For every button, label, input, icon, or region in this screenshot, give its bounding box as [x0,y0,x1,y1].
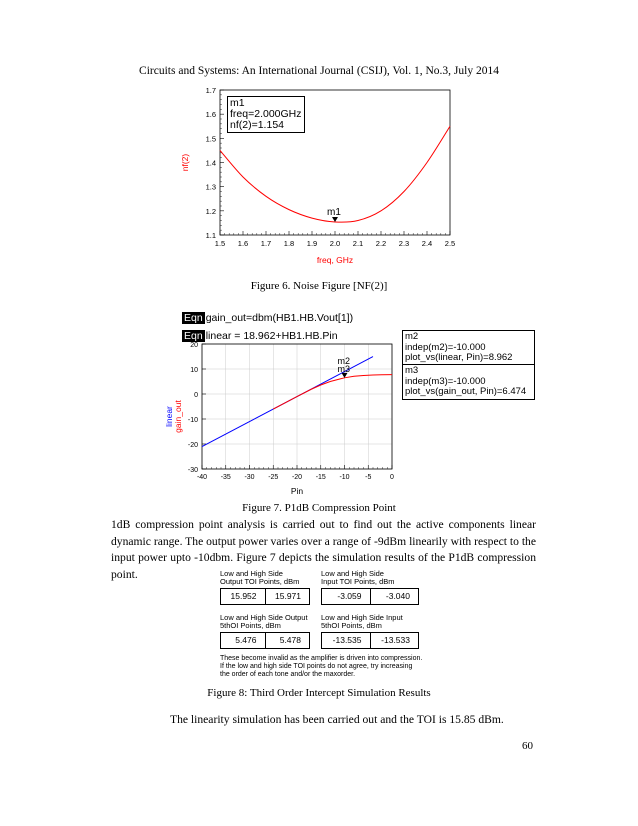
marker-readout-line: m2 [405,331,419,342]
marker-m3-label: m3 [337,363,351,374]
y-tick-label: 1.2 [205,206,216,216]
y-tick-label: -10 [187,417,198,424]
table-label: Output TOI Points, dBm [220,577,300,586]
table-label: Low and High Side [220,569,283,578]
table-label: Input TOI Points, dBm [321,577,395,586]
gain-out-series-line [273,375,392,409]
body-paragraph-2: The linearity simulation has been carried out and the TOI is 15.85 dBm. [170,713,504,726]
marker-m3-readout [402,364,535,400]
y-tick-label: 1.4 [205,158,216,168]
eqn-tag: Eqn [184,312,203,324]
table-cell: 15.952 [221,589,266,604]
x-tick-label: 1.9 [306,239,318,248]
x-tick-label: -25 [268,474,279,481]
x-tick-label: 2.0 [329,239,341,248]
y-axis-label: nf(2) [180,153,190,172]
input-toi-table [321,570,419,605]
x-tick-label: -10 [339,474,350,481]
marker-readout-line: plot_vs(gain_out, Pin)=6.474 [405,386,527,397]
marker-readout-line: plot_vs(linear, Pin)=8.962 [405,352,513,363]
figure-6-caption: Figure 6. Noise Figure [NF(2)] [250,280,388,292]
note-line: These become invalid as the amplifier is driven into compression. [220,655,423,662]
noise-figure-chart [170,80,470,275]
p1db-compression-chart [160,338,410,500]
output-5thoi-table [220,614,310,649]
marker-m1-label: m1 [327,206,341,218]
body-paragraph-1: 1dB compression point analysis is carried out to find out the active components linear dynamic range. The output power varies over a range of -9dBm linearily with respect to the input power upto -10dbm. Figure 7 depicts the simulation results of the P1dB compression point. [111,518,536,581]
y-tick-label: 1.3 [205,182,216,192]
x-tick-label: 1.6 [237,239,249,248]
marker-readout-line: freq=2.000GHz [230,108,302,120]
table-label: 5thOI Points, dBm [321,621,382,630]
y-tick-label: 20 [190,342,198,349]
marker-readout-line: nf(2)=1.154 [230,119,284,131]
marker-readout-line: indep(m3)=-10.000 [405,375,486,387]
input-5thoi-table [321,614,419,649]
x-tick-label: 1.5 [214,239,226,248]
x-tick-label: -5 [365,474,372,481]
x-tick-label: -20 [291,474,303,481]
x-tick-label: 1.8 [283,239,295,248]
y-tick-label: 10 [190,367,198,374]
eqn-tag: Eqn [184,330,203,342]
y-tick-label: 1.1 [205,231,216,240]
equation-text: linear = 18.962+HB1.HB.Pin [205,330,338,342]
table-cell: -13.535 [322,633,371,648]
equation-gain-out [182,312,353,324]
note-line: the order of each tone and/or the maxorder. [220,671,356,678]
y-tick-label: 1.5 [205,134,216,144]
table-cell: 5.478 [279,635,301,645]
marker-m1-readout [227,96,305,133]
journal-header: Circuits and Systems: An International Journal (CSIJ), Vol. 1, No.3, July 2014 [139,65,499,77]
table-cell: 15.971 [275,591,301,601]
table-label: Low and High Side [321,569,384,578]
marker-readout-line: m3 [405,365,419,376]
table-label: 5thOI Points, dBm [220,621,281,630]
x-tick-label: -35 [220,474,231,481]
output-toi-table [220,570,310,605]
table-cell: -13.533 [381,635,410,645]
page-number: 60 [522,740,533,752]
x-tick-label: 1.7 [260,239,272,248]
marker-readout-line: m1 [230,97,245,109]
x-tick-label: 0 [390,474,394,481]
equation-text: gain_out=dbm(HB1.HB.Vout[1]) [205,312,354,324]
marker-m2-label: m2 [337,355,351,366]
x-tick-label: 2.1 [352,239,364,248]
y-tick-label: -20 [187,442,198,449]
x-axis-label: freq, GHz [316,255,354,265]
x-axis-label: Pin [290,486,304,496]
toi-note [220,655,430,679]
x-tick-label: 2.2 [375,239,387,248]
table-cell: 5.476 [221,633,266,648]
table-cell: -3.059 [322,589,371,604]
table-label: Low and High Side Input [321,613,403,622]
x-tick-label: 2.3 [398,239,410,248]
table-cell: -3.040 [385,591,410,601]
x-tick-label: 2.5 [444,239,456,248]
x-tick-label: -40 [196,474,208,481]
y-tick-label: 0 [194,392,198,399]
y-tick-label: 1.6 [205,110,216,120]
x-tick-label: -15 [315,474,326,481]
figure-7-caption: Figure 7. P1dB Compression Point [242,502,396,514]
y-tick-label: 1.7 [205,86,216,95]
marker-m2-readout [402,330,535,366]
y-tick-label: -30 [187,467,198,474]
y-axis-label-linear: linear [164,406,174,427]
x-tick-label: -30 [244,474,255,481]
y-axis-label-gain-out: gain_out [173,400,183,433]
note-line: If the low and high side TOI points do not agree, try increasing [220,663,413,670]
table-label: Low and High Side Output [220,613,308,622]
marker-readout-line: indep(m2)=-10.000 [405,341,486,353]
figure-8-caption: Figure 8: Third Order Intercept Simulation Results [207,687,431,699]
x-tick-label: 2.4 [421,239,433,248]
